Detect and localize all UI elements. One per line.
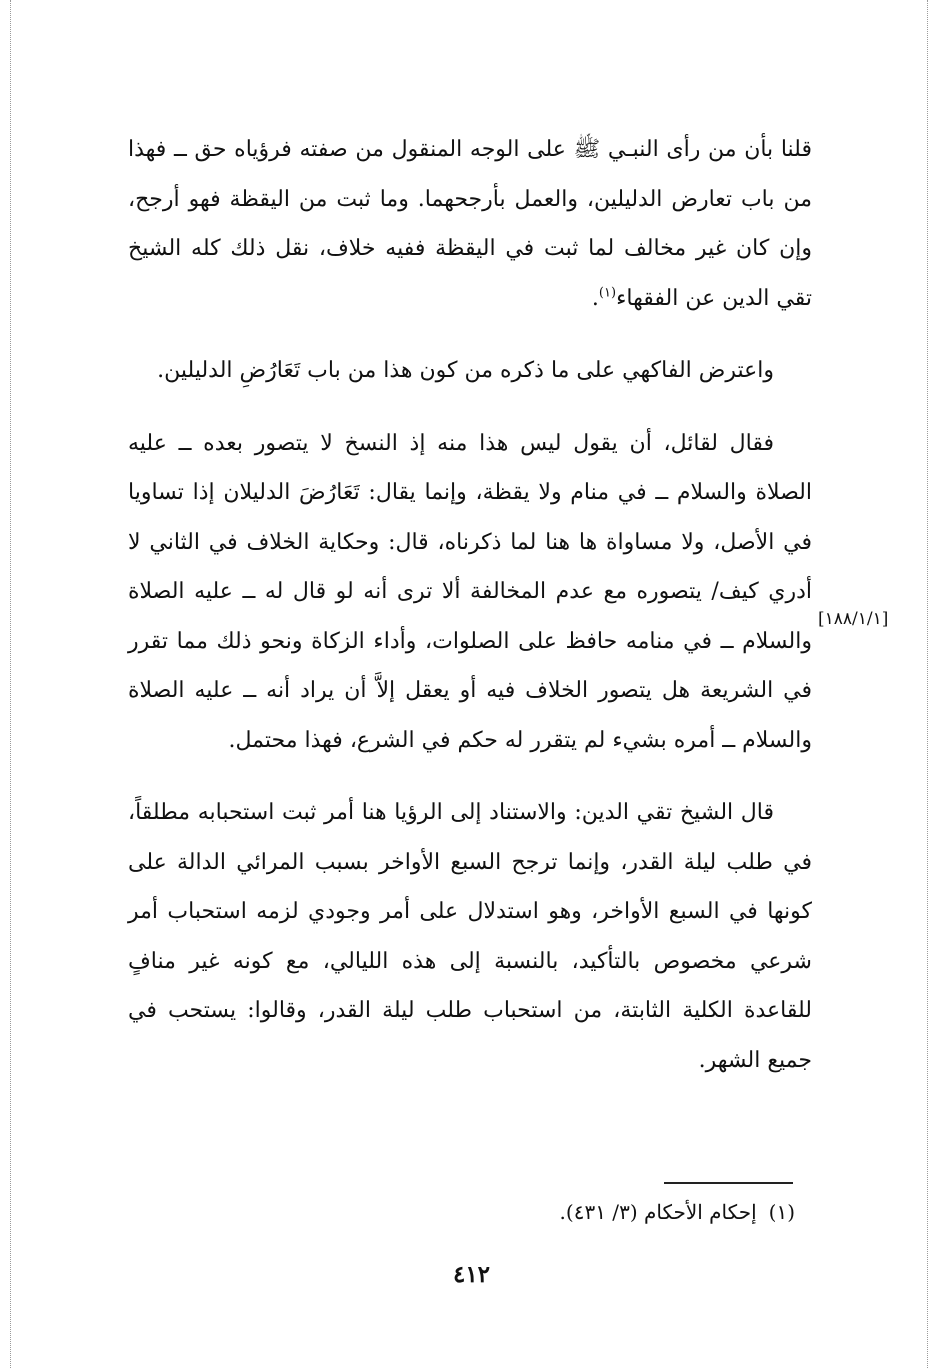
paragraph-text: قال الشيخ تقي الدين: والاستناد إلى الرؤيا هنا أمر ثبت استحبابه مطلقاً، في طلب ليلة القدر، وإنما ترجح السبع الأواخر بسبب المرائي الدالة على كونها في السبع الأواخر، وهو استدلال على أمر وجودي لزمه استحباب أمر شرعي مخصوص بالتأكيد، بالنسبة إلى هذه الليالي، مع كونه غير منافٍ للقاعدة الكلية الثابتة، من استحباب طلب ليلة القدر، وقالوا: يستحب في جميع الشهر. <box>128 800 812 1073</box>
footnote <box>400 1196 795 1228</box>
paragraph-text: فقال لقائل، أن يقول ليس هذا منه إذ النسخ لا يتصور بعده ــ عليه الصلاة والسلام ــ في منام ولا يقظة، وإنما يقال: تَعَارُضَ الدليلان إذا تساويا في الأصل، ولا مساواة ها هنا لما ذكرناه، قال: وحكاية الخلاف في الثاني لا أدري كيف/ يتصوره مع عدم المخالفة ألا ترى أنه لو قال له ــ عليه الصلاة والسلام ــ في منامه حافظ على الصلوات، وأداء الزكاة ونحو ذلك مما تقرر في الشريعة هل يتصور الخلاف فيه أو يعقل إلاَّ أن يراد أنه ــ عليه الصلاة والسلام ــ أمره بشيء لم يتقرر له حكم في الشرع، فهذا محتمل. <box>128 430 812 753</box>
main-text <box>128 125 812 1108</box>
paragraph-3 <box>128 419 812 766</box>
page-number: ٤١٢ <box>452 1261 491 1288</box>
footnote-marker[interactable]: (١) <box>598 285 617 301</box>
right-dotted-border <box>927 0 928 1368</box>
paragraph-2 <box>128 346 812 396</box>
paragraph-tail: . <box>591 285 599 311</box>
left-dotted-border <box>10 0 11 1368</box>
footnote-separator <box>664 1182 793 1184</box>
manuscript-page-reference: [١٨٨/١/١] <box>818 609 889 629</box>
footnote-number: (١) <box>768 1200 795 1224</box>
paragraph-text: واعترض الفاكهي على ما ذكره من كون هذا من باب تَعَارُضِ الدليلين. <box>157 358 774 383</box>
footnote-text: إحكام الأحكام (٣/ ٤٣١). <box>559 1200 757 1224</box>
paragraph-4 <box>128 788 812 1085</box>
paragraph-text: قلنا بأن من رأى النبـي ﷺ على الوجه المنقول من صفته فرؤياه حق ــ فهذا من باب تعارض الدليلين، والعمل بأرجحهما. وما ثبت من اليقظة فهو أرجح، وإن كان غير مخالف لما ثبت في اليقظة ففيه خلاف، نقل ذلك كله الشيخ تقي الدين عن الفقهاء <box>128 137 812 311</box>
paragraph-1 <box>128 125 812 323</box>
